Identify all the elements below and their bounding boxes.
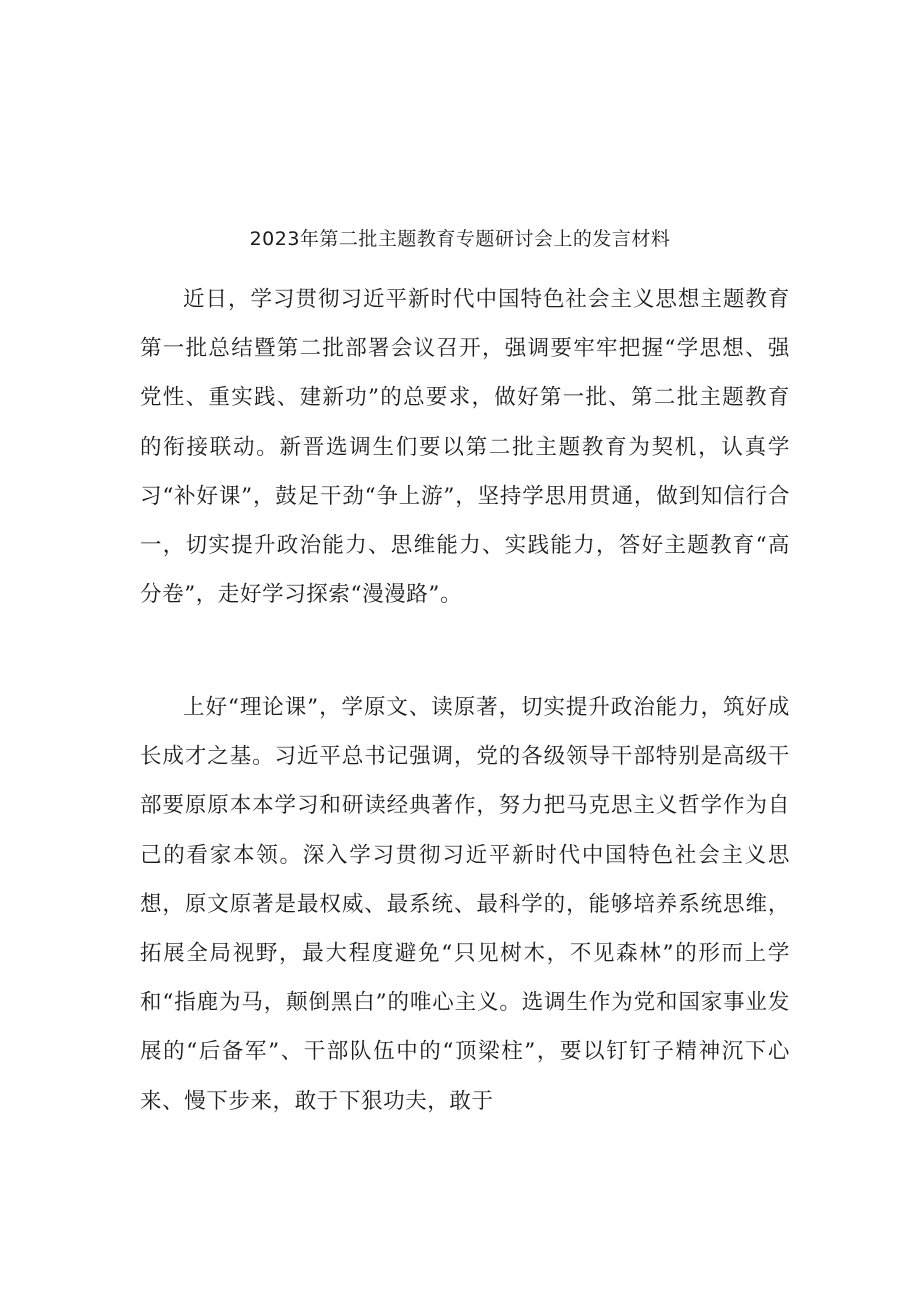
paragraph-intro: 近日，学习贯彻习近平新时代中国特色社会主义思想主题教育第一批总结暨第二批部署会议召开，强调要牢牢把握“学思想、强党性、重实践、建新功”的总要求，做好第一批、第二批主题教育的衔接联动。新晋选调生们要以第二批主题教育为契机，认真学习“补好课”，鼓足干劲“争上游”，坚持学思用贯通，做到知信行合一，切实提升政治能力、思维能力、实践能力，答好主题教育“高分卷”，走好学习探索“漫漫路”。 — [140, 287, 790, 608]
document-title: 2023年第二批主题教育专题研讨会上的发言材料 — [249, 228, 671, 250]
paragraph-theory-lesson: 上好“理论课”，学原文、读原著，切实提升政治能力，筑好成长成才之基。习近平总书记强调，党的各级领导干部特别是高级干部要原原本本学习和研读经典著作，努力把马克思主义哲学作为自己的看家本领。深入学习贯彻习近平新时代中国特色社会主义思想，原文原著是最权威、最系统、最科学的，能够培养系统思维，拓展全局视野，最大程度避免“只见树木，不见森林”的形而上学和“指鹿为马，颠倒黑白”的唯心主义。选调生作为党和国家事业发展的“后备军”、干部队伍中的“顶梁柱”，要以钉钉子精神沉下心来、慢下步来，敢于下狠功夫，敢于 — [140, 695, 790, 1114]
